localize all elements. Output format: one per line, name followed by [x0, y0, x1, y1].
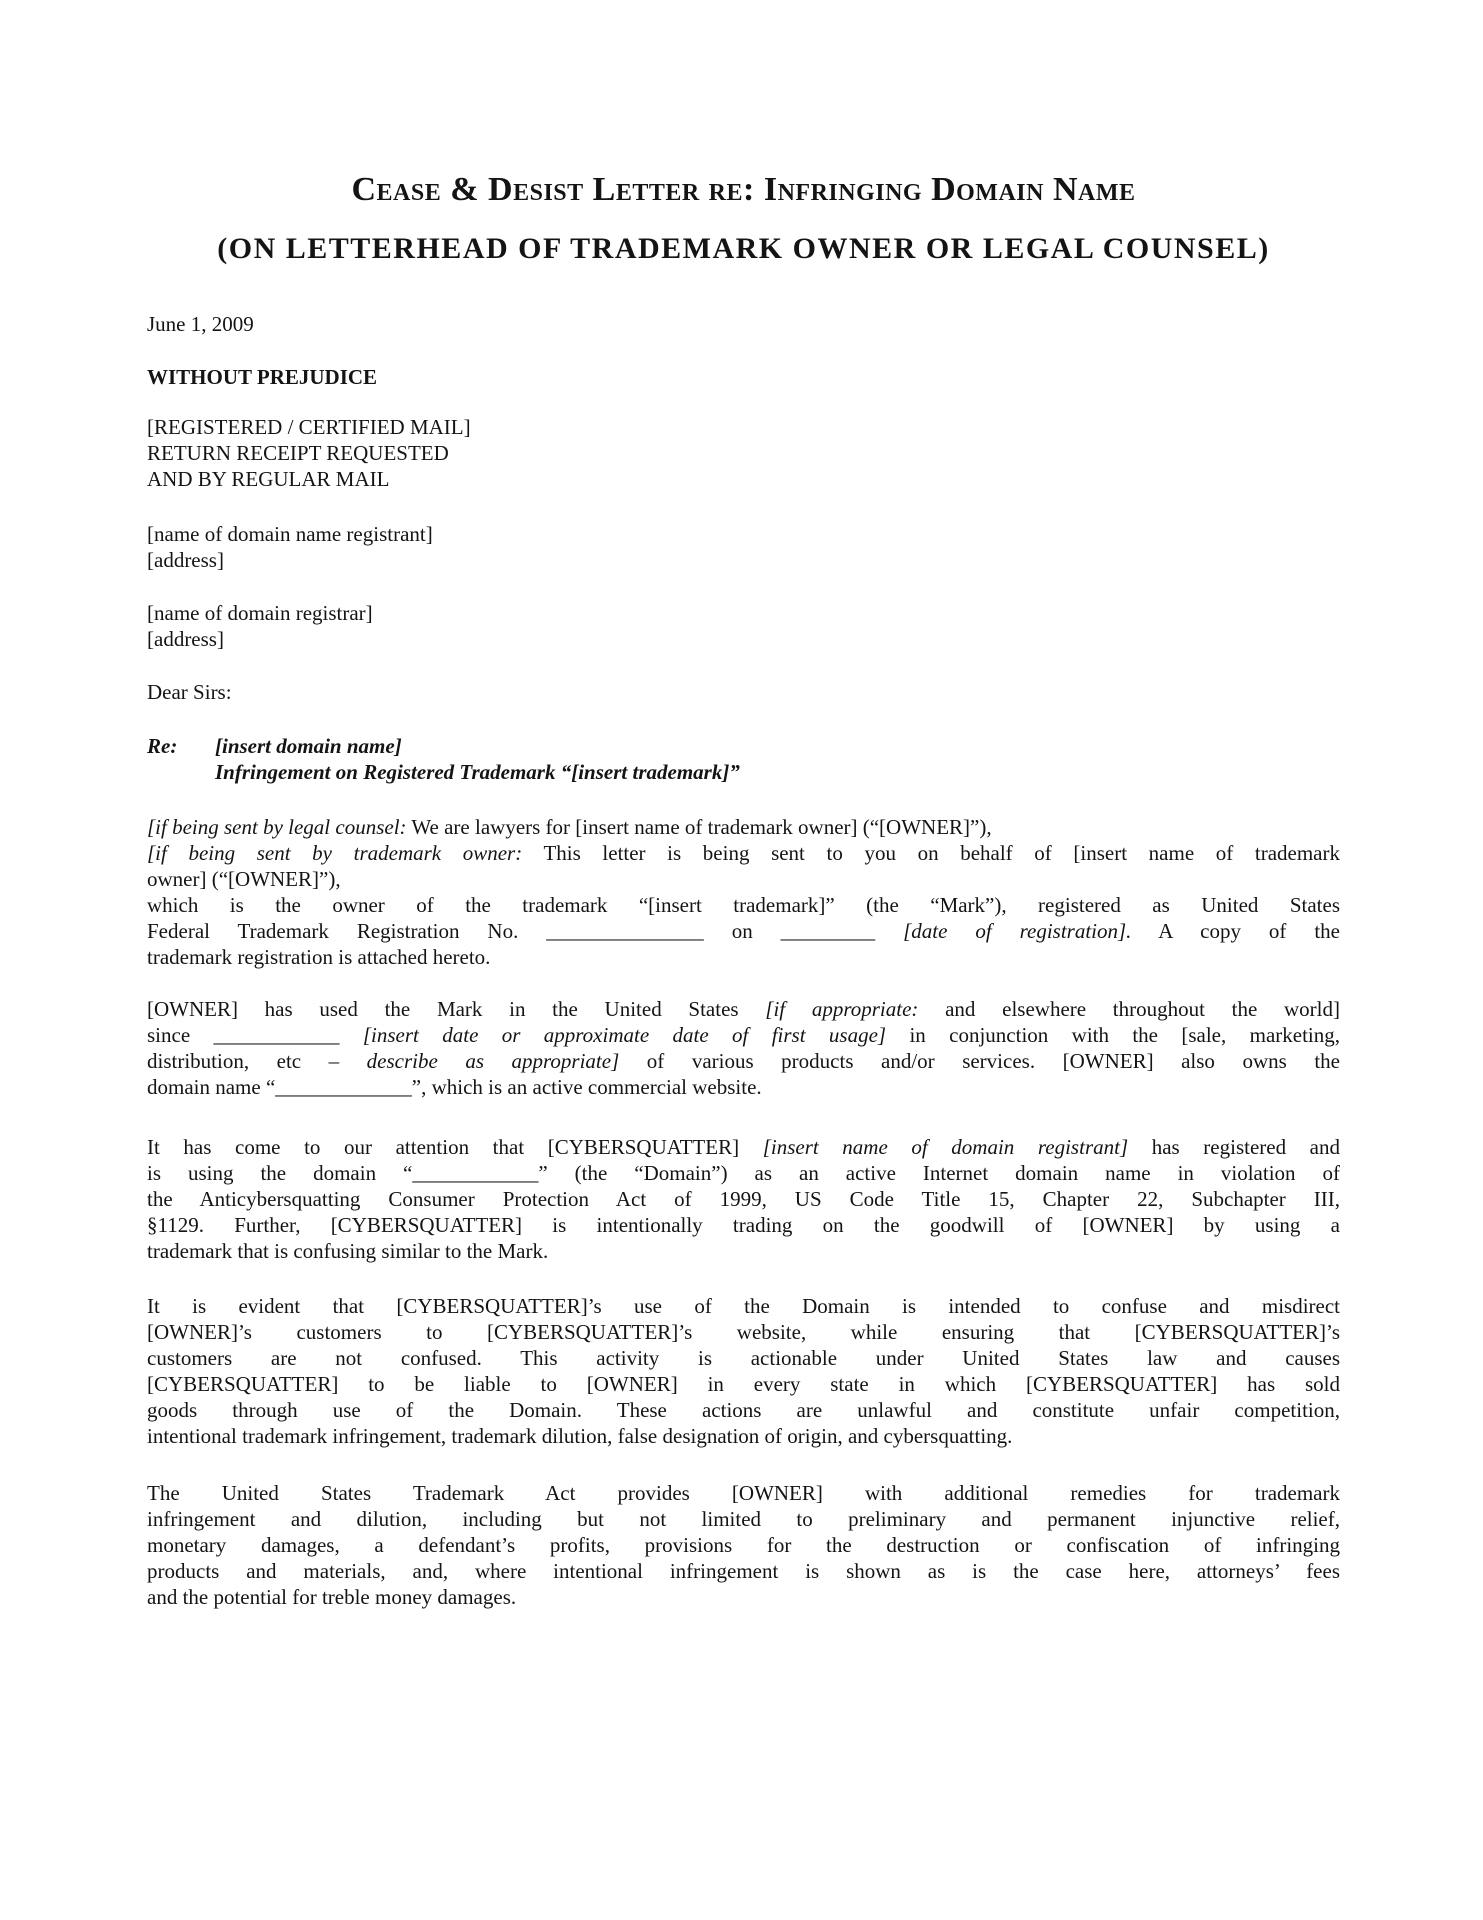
- text-line: intentional trademark infringement, trademark dilution, false designation of origin, and cybersquatting.: [147, 1424, 1013, 1448]
- re-subject: Infringement on Registered Trademark “[insert trademark]”: [215, 760, 740, 784]
- text-line: [if being sent by trademark owner: This letter is being sent to you on behalf of [insert name of trademark: [147, 841, 1340, 865]
- text-line: the Anticybersquatting Consumer Protection Act of 1999, US Code Title 15, Chapter 22, Subchapter III,: [147, 1187, 1340, 1211]
- re-line-domain: [147, 733, 1340, 759]
- text-line: [if being sent by legal counsel: We are lawyers for [insert name of trademark owner] (“[OWNER]”),: [147, 815, 992, 839]
- text-line: products and materials, and, where intentional infringement is shown as is the case here, attorneys’ fees: [147, 1559, 1340, 1583]
- text-line: is using the domain “____________” (the “Domain”) as an active Internet domain name in violation of: [147, 1161, 1340, 1185]
- delivery-method-line: RETURN RECEIPT REQUESTED: [147, 441, 449, 465]
- paragraph-trademark-use: [147, 996, 1340, 1100]
- salutation: Dear Sirs:: [147, 680, 232, 704]
- registrar-name: [name of domain registrar]: [147, 601, 373, 625]
- delivery-method-block: [147, 414, 1340, 492]
- text-line: The United States Trademark Act provides [OWNER] with additional remedies for trademark: [147, 1481, 1340, 1505]
- delivery-method-line: AND BY REGULAR MAIL: [147, 467, 390, 491]
- text-line: and the potential for treble money damages.: [147, 1585, 517, 1609]
- text-line: [OWNER]’s customers to [CYBERSQUATTER]’s website, while ensuring that [CYBERSQUATTER]’s: [147, 1320, 1340, 1344]
- delivery-method-line: [REGISTERED / CERTIFIED MAIL]: [147, 415, 471, 439]
- registrar-address: [address]: [147, 627, 224, 651]
- text-line: [CYBERSQUATTER] to be liable to [OWNER] in every state in which [CYBERSQUATTER] has sold: [147, 1372, 1340, 1396]
- registrant-name: [name of domain name registrant]: [147, 522, 433, 546]
- text-line: [OWNER] has used the Mark in the United States [if appropriate: and elsewhere throughout the world]: [147, 997, 1341, 1021]
- paragraph-confusion-allegation: [147, 1293, 1340, 1449]
- registrant-address: [address]: [147, 548, 224, 572]
- text-line: since ____________ [insert date or approximate date of first usage] in conjunction with the [sale, marketing,: [147, 1023, 1340, 1047]
- text-line: domain name “_____________”, which is an active commercial website.: [147, 1075, 762, 1099]
- text-line: It has come to our attention that [CYBERSQUATTER] [insert name of domain registrant] has registered and: [147, 1135, 1341, 1159]
- registrar-address-block: [147, 600, 1340, 652]
- text-line: monetary damages, a defendant’s profits, provisions for the destruction or confiscation of infringing: [147, 1533, 1340, 1557]
- without-prejudice-label: WITHOUT PREJUDICE: [147, 365, 378, 389]
- paragraph-remedies: [147, 1480, 1340, 1610]
- registrant-address-block: [147, 521, 1340, 573]
- text-line: Federal Trademark Registration No. _______________ on _________ [date of registration]. A copy of the: [147, 919, 1340, 943]
- text-line: distribution, etc – describe as appropriate] of various products and/or services. [OWNER] also owns the: [147, 1049, 1340, 1073]
- text-line: trademark registration is attached hereto.: [147, 945, 491, 969]
- letter-title: Cease & Desist Letter re: Infringing Domain Name: [351, 171, 1136, 208]
- text-line: §1129. Further, [CYBERSQUATTER] is intentionally trading on the goodwill of [OWNER] by using a: [147, 1213, 1340, 1237]
- paragraph-introduction: [147, 814, 1340, 970]
- paragraph-infringement-notice: [147, 1134, 1340, 1264]
- re-label: Re:: [147, 734, 178, 758]
- text-line: owner] (“[OWNER]”),: [147, 867, 341, 891]
- re-domain-name: [insert domain name]: [215, 734, 402, 758]
- text-line: which is the owner of the trademark “[insert trademark]” (the “Mark”), registered as United States: [147, 893, 1340, 917]
- re-block: [147, 733, 1340, 785]
- text-line: trademark that is confusing similar to the Mark.: [147, 1239, 549, 1263]
- text-line: goods through use of the Domain. These actions are unlawful and constitute unfair competition,: [147, 1398, 1340, 1422]
- text-line: It is evident that [CYBERSQUATTER]’s use of the Domain is intended to confuse and misdirect: [147, 1294, 1340, 1318]
- letter-date: June 1, 2009: [147, 312, 254, 336]
- letter-subtitle: (ON LETTERHEAD OF TRADEMARK OWNER OR LEGAL COUNSEL): [217, 232, 1270, 265]
- text-line: customers are not confused. This activity is actionable under United States law and causes: [147, 1346, 1340, 1370]
- letter-header: [147, 171, 1340, 267]
- text-line: infringement and dilution, including but not limited to preliminary and permanent injunctive relief,: [147, 1507, 1340, 1531]
